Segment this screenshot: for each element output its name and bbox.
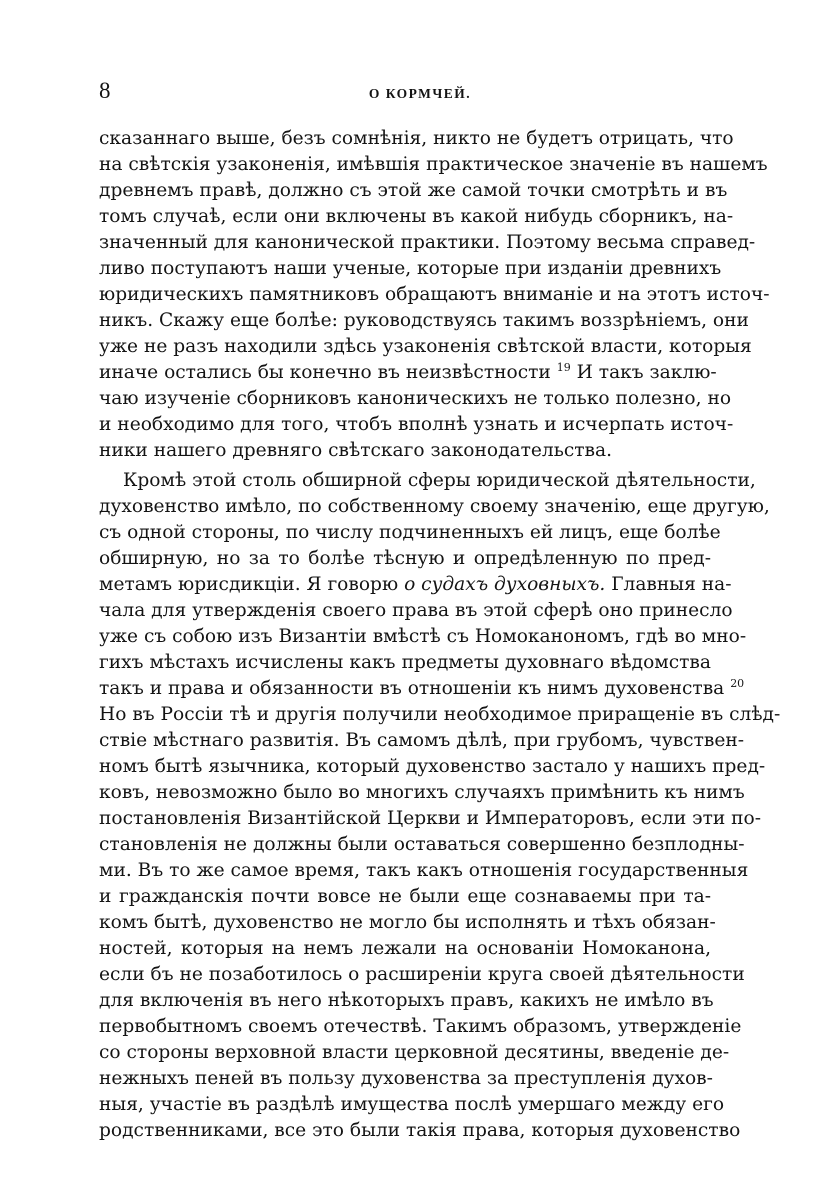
text-line: для включенія въ него нѣкоторыхъ правъ, какихъ не имѣло въ (99, 990, 714, 1011)
running-title: О КОРМЧЕЙ. (368, 86, 472, 101)
text-segment: И такъ заклю- (576, 362, 717, 383)
text-line: родственниками, все это были такія права, которыя духовенство (99, 1120, 741, 1141)
text-segment: иначе остались бы конечно въ неизвѣстности (99, 362, 551, 383)
text-line: если бъ не позаботилось о расширеніи круга своей дѣятельности (99, 964, 745, 985)
text-line: гихъ мѣстахъ исчислены какъ предметы духовнаго вѣдомства (99, 652, 711, 673)
text-line: ныя, участіе въ раздѣлѣ имущества послѣ умершаго между его (99, 1094, 725, 1115)
text-line: ми. Въ то же самое время, такъ какъ отношенія государственныя (99, 860, 749, 881)
text-line: на свѣтскія узаконенія, имѣвшія практическое значеніе въ нашемъ (99, 154, 768, 175)
text-line: древнемъ правѣ, должно съ этой же самой точки смотрѣть и въ (99, 180, 728, 201)
text-line: комъ бытѣ, духовенство не могло бы исполнять и тѣхъ обязан- (99, 912, 716, 933)
text-line: и гражданскія почти вовсе не были еще сознаваемы при та- (99, 886, 711, 907)
text-line: постановленія Византійской Церкви и Императоровъ, если эти по- (99, 808, 762, 829)
text-line: ливо поступаютъ наши ученые, которые при изданіи древнихъ (99, 258, 722, 279)
text-line: съ одной стороны, по числу подчиненныхъ ей лицъ, еще болѣе (99, 522, 721, 543)
text-line (99, 572, 732, 598)
text-line: чала для утвержденія своего права въ этой сферѣ оно принесло (99, 600, 733, 621)
text-segment: метамъ юрисдикціи. Я говорю (99, 574, 399, 595)
text-line: никъ. Скажу еще болѣе: руководствуясь такимъ воззрѣніемъ, они (99, 310, 749, 331)
text-segment: Главныя на- (611, 574, 732, 595)
text-line: со стороны верховной власти церковной десятины, введеніе де- (99, 1042, 730, 1063)
text-line (99, 360, 717, 386)
page-number: 8 (99, 78, 111, 103)
text-line: ствіе мѣстнаго развитія. Въ самомъ дѣлѣ, при грубомъ, чувствен- (99, 730, 745, 751)
text-line: духовенство имѣло, по собственному своему значенію, еще другую, (99, 496, 770, 517)
text-line: чаю изученіе сборниковъ каноническихъ не только полезно, но (99, 388, 732, 409)
text-line: становленія не должны были оставаться совершенно безплодны- (99, 834, 745, 855)
text-line: ники нашего древняго свѣтскаго законодательства. (99, 440, 613, 461)
text-line: ностей, которыя на немъ лежали на основаніи Номоканона, (99, 938, 711, 959)
text-line: и необходимо для того, чтобъ вполнѣ узнать и исчерпать источ- (99, 414, 734, 435)
text-line: ковъ, невозможно было во многихъ случаяхъ примѣнить къ нимъ (99, 782, 745, 803)
text-line (99, 676, 745, 702)
text-line: значенный для канонической практики. Поэтому весьма справед- (99, 232, 756, 253)
text-line: номъ бытѣ язычника, который духовенство застало у нашихъ пред- (99, 756, 766, 777)
footnote-marker: 20 (730, 677, 745, 690)
text-line: Кромѣ этой столь обширной сферы юридической дѣятельности, (123, 470, 756, 491)
text-line: юридическихъ памятниковъ обращаютъ вниманіе и на этотъ источ- (99, 284, 770, 305)
text-line: уже съ собою изъ Византіи вмѣстѣ съ Номоканономъ, гдѣ во мно- (99, 626, 747, 647)
italic-phrase: о судахъ духовныхъ. (404, 574, 606, 595)
text-segment: такъ и права и обязанности въ отношеніи къ нимъ духовенства (99, 678, 725, 699)
text-line: уже не разъ находили здѣсь узаконенія свѣтской власти, которыя (99, 336, 752, 357)
text-line: первобытномъ своемъ отечествѣ. Такимъ образомъ, утвержденіе (99, 1016, 742, 1037)
text-line: нежныхъ пеней въ пользу духовенства за преступленія духов- (99, 1068, 713, 1089)
text-line: сказаннаго выше, безъ сомнѣнія, никто не будетъ отрицать, что (99, 128, 734, 149)
text-line: томъ случаѣ, если они включены въ какой нибудь сборникъ, на- (99, 206, 734, 227)
text-line: Но въ Россіи тѣ и другія получили необходимое приращеніе въ слѣд- (99, 704, 781, 725)
text-line: обширную, но за то болѣе тѣсную и опредѣленную по пред- (99, 548, 711, 569)
footnote-marker: 19 (556, 361, 571, 374)
